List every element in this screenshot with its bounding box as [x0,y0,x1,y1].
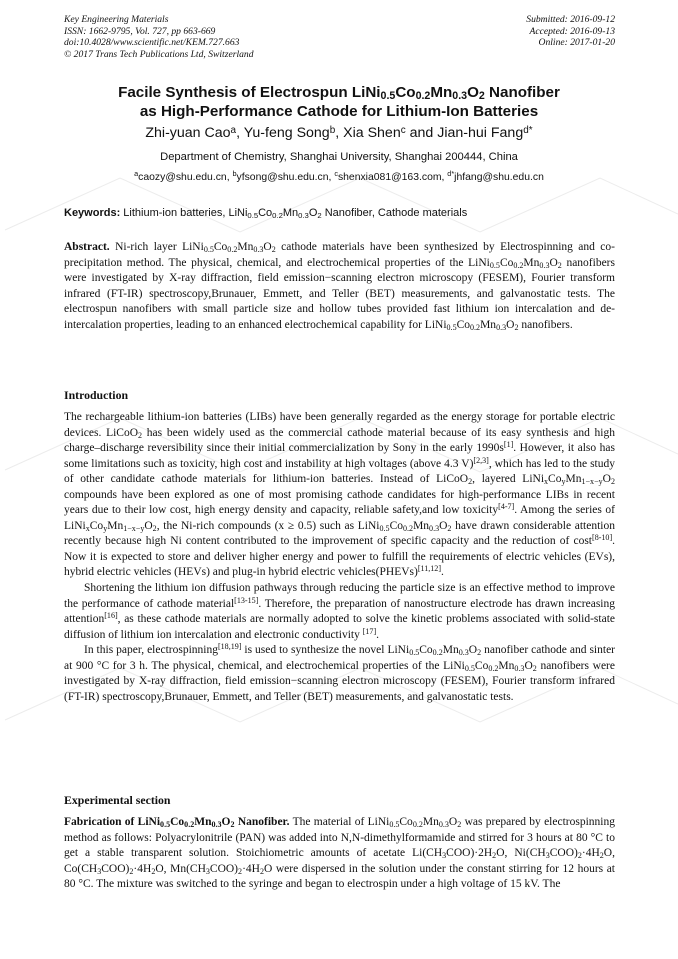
citation: [17] [362,626,377,636]
introduction-text [64,410,615,705]
experimental-paragraph-1: Fabrication of $LiNi_{0.5}Co_{0.2}Mn_{0.3}O_2$ Nanofiber. The material of $LiNi_{0.5}Co_{0.2}Mn_{0.3}O_2$ was prepared by electrospinning method as follows: Polyacrylonitrile (PAN) was added into N,N-dimethylformamide and stirred for 3 hours at 80 °C to get a stable transparent solution. Stoichiometric amounts of acetate $Li(CH_3COO)\cdot 2H_2O$, $Ni(CH_3COO)_2\cdot 4H_2O$, $Co(CH_3COO)_2\cdot 4H_2O$, $Mn(CH_3COO)_2\cdot 4H_2O$ were dispersed in the solution under the constant stirring for 12 hours at 80 °C. The mixture was switched to the syringe and began to electrospin under a high voltage of 15 kV. The [64,816,615,891]
section-heading-experimental: Experimental section [64,793,171,807]
author-4: Jian-hui Fang [437,125,524,141]
citation: [11,12] [417,564,441,574]
journal-issn: ISSN: 1662-9795, Vol. 727, pp 663-669 [64,25,216,37]
keywords-label: Keywords: [64,207,121,219]
intro-paragraph-1: The rechargeable lithium-ion batteries (LIBs) have been generally regarded as the energy storage for portable electric devices. LiCoO$_2$ has been widely used as the commercial cathode material because of its easy synthesis and high charge–discharge reversibility since their initial commercialization by Sony in the early 1990s[1]. However, it also has some limitations such as toxicity, high cost and instability at high voltages (above 4.3 V)[2,3], which has led to the study of other candidate cathode materials for lithium-ion batteries. Instead of LiCoO$_2$, layered $LiNi_xCo_yMn_{1-x-y}O_2$ compounds have been explored as one of most promising cathode candidates for high-performance LIBs in recent years due to their low cost, high energy density and capacity, reliable safety,and low toxicity[4-7]. Among the series of $LiNi_xCo_yMn_{1-x-y}O_2$, the Ni-rich compounds (x ≥ 0.5) such as $LiNi_{0.5}Co_{0.2}Mn_{0.3}O_2$ have drawn considerable attention recently because high Ni content contributed to the improvement of specific capacity and the reduction of cost[8-10]. Now it is expected to store and deliver higher energy and power to fulfill the requirements of electric vehicles (EVs), hybrid electric vehicles (HEVs) and plug-in hybrid electric vehicles(PHEVs)[11,12]. [64,411,616,579]
citation: [1] [503,440,514,450]
citation: [2,3] [473,455,489,465]
journal-header [64,14,615,66]
title-line-1: Facile Synthesis of Electrospun $LiNi_{0.5}Co_{0.2}Mn_{0.3}O_2$ Nanofiber [118,84,560,102]
journal-copyright: © 2017 Trans Tech Publications Ltd, Switzerland [64,48,254,60]
author-1: Zhi-yuan Cao [145,125,231,141]
title-line-2: as High-Performance Cathode for Lithium-Ion Batteries [139,103,539,120]
citation: [13-15] [234,595,259,605]
paper-title [40,83,638,121]
journal-info [64,14,254,60]
citation: [4-7] [498,502,515,512]
subsection-heading-fabrication: Fabrication of $LiNi_{0.5}Co_{0.2}Mn_{0.3}O_2$ Nanofiber. [64,816,290,829]
abstract: Abstract. Ni-rich layer $LiNi_{0.5}Co_{0.2}Mn_{0.3}O_2$ cathode materials have been synthesized by Electrospinning and co-precipitation method. The physical, chemical, and electrochemical properties of the $LiNi_{0.5}Co_{0.2}Mn_{0.3}O_2$ nanofibers were investigated by X-ray diffraction, field emission−scanning electron microscopy (FESEM), Fourier transform infrared (FT-IR) spectroscopy,Brunauer, Emmett, and Teller (BET) measurements, and galvanostatic tests. The electrospun nanofibers with small particle size and hollow tubes provided fast lithium ion intercalation and de-intercalation properties, leading to an enhanced electrochemical capability for $LiNi_{0.5}Co_{0.2}Mn_{0.3}O_2$ nanofibers. [64,241,615,332]
intro-paragraph-3: In this paper, electrospinning[18,19] is used to synthesize the novel $LiNi_{0.5}Co_{0.2}Mn_{0.3}O_2$ nanofiber cathode and sinter at 900 °C for 3 h. The physical, chemical, and electrochemical properties of the $LiNi_{0.5}Co_{0.2}Mn_{0.3}O_2$ nanofibers were investigated by X-ray diffraction, field emission−scanning electron microscopy (FESEM), Fourier transform infrared (FT-IR) spectroscopy,Brunauer, Emmett, and Teller (BET) measurements, and galvanostatic tests. [64,642,615,703]
intro-paragraph-2: Shortening the lithium ion diffusion pathways through reducing the particle size is an effective method to improve the performance of cathode material[13-15]. Therefore, the preparation of nanostructure electrode has drawn increasing attention[16], as these cathode materials are normally adopted to solve the kinetic problems associated with solid-state diffusion of lithium ion intercalation and electronic conductivity [17]. [64,582,615,641]
date-submitted: Submitted: 2016-09-12 [526,14,615,25]
author-list: Zhi-yuan Cao$^a$, Yu-feng Song$^b$, Xia Shen$^c$ and Jian-hui Fang$^{d*}$ [145,125,533,141]
publication-dates [526,14,615,49]
journal-name: Key Engineering Materials [64,14,169,25]
author-emails: $^a$caozy@shu.edu.cn, $^b$yfsong@shu.edu.cn, $^c$shenxia081@163.com, $^{d*}$jhfang@shu.edu.cn [134,169,544,183]
date-online: Online: 2017-01-20 [538,37,615,49]
author-3: Xia Shen [343,125,401,141]
journal-doi: doi:10.4028/www.scientific.net/KEM.727.663 [64,37,240,49]
affiliation: Department of Chemistry, Shanghai University, Shanghai 200444, China [160,151,518,163]
author-2: Yu-feng Song [243,125,330,141]
citation: [16] [104,611,118,621]
section-heading-introduction: Introduction [64,388,129,402]
keywords: Keywords: Lithium-ion batteries, $LiNi_{0.5}Co_{0.2}Mn_{0.3}O_2$ Nanofiber, Cathode materials [64,207,468,220]
experimental-text [64,815,615,893]
citation: [18,19] [217,642,242,652]
abstract-label: Abstract. [64,241,110,253]
citation: [8-10] [592,533,613,543]
date-accepted: Accepted: 2016-09-13 [529,25,615,37]
